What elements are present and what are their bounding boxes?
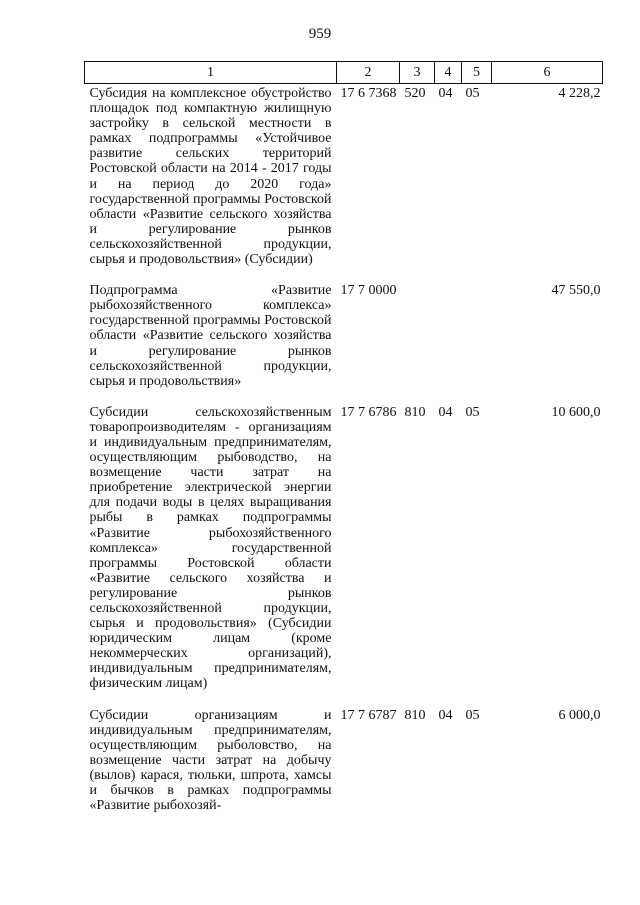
row-code: 17 6 7368 xyxy=(340,86,397,101)
row-subsection: 05 xyxy=(465,404,480,420)
row-amount: 10 600,0 xyxy=(551,404,601,420)
row-code: 17 7 6786 xyxy=(340,404,397,420)
row-subsection: 05 xyxy=(465,86,480,101)
page-number: 959 xyxy=(308,26,332,42)
table-row xyxy=(85,281,603,403)
table-row xyxy=(85,706,603,828)
header-vr: 3 xyxy=(400,62,435,84)
row-amount: 4 228,2 xyxy=(558,86,601,101)
row-section: 04 xyxy=(438,86,453,101)
row-vr: 810 xyxy=(404,404,426,420)
budget-table xyxy=(84,61,603,827)
row-code: 17 7 6787 xyxy=(340,707,397,723)
row-description: Субсидия на комплексное обустройство площадок под компактную жилищную застройку в сельской местности в рамках подпрограммы «Устойчивое развитие сельских территорий Ростовской области на 2014 - 2017 годы и на период до 2020 года» государственной программы Ростовской области «Развитие сельского хозяйства и регулирование рынков сельскохозяйственной продукции, сырья и продовольствия» (Субсидии) xyxy=(89,86,332,268)
table-row xyxy=(85,403,603,706)
row-description: Подпрограмма «Развитие рыбохозяйственного комплекса» государственной программы Ростовской области «Развитие сельского хозяйства и регулирование рынков сельскохозяйственной продукции, сырья и продовольствия» xyxy=(89,283,332,389)
row-section xyxy=(435,281,462,403)
row-description: Субсидии организациям и индивидуальным предпринимателям, осуществляющим рыболовство, на возмещение части затрат на добычу (вылов) карася, тюльки, шпрота, хамсы и бычков в рамках подпрограммы «Развитие рыбохозяй- xyxy=(89,707,332,814)
header-description: 1 xyxy=(85,62,337,84)
header-subsection: 5 xyxy=(462,62,492,84)
row-vr: 520 xyxy=(404,86,426,101)
table-row xyxy=(85,84,603,282)
row-vr xyxy=(400,281,435,403)
row-code: 17 7 0000 xyxy=(340,283,397,299)
row-section: 04 xyxy=(438,707,453,723)
header-row xyxy=(85,62,603,84)
header-amount: 6 xyxy=(492,62,603,84)
row-subsection: 05 xyxy=(465,707,480,723)
header-code: 2 xyxy=(337,62,400,84)
row-amount: 47 550,0 xyxy=(551,283,601,299)
row-vr: 810 xyxy=(404,707,426,723)
header-section: 4 xyxy=(435,62,462,84)
row-amount: 6 000,0 xyxy=(558,707,601,723)
row-subsection xyxy=(462,281,492,403)
row-section: 04 xyxy=(438,404,453,420)
row-description: Субсидии сельскохозяйственным товаропроизводителям - организациям и индивидуальным предпринимателям, осуществляющим рыбоводство, на возмещение части затрат на приобретение электрической энергии для подачи воды в целях выращивания рыбы в рамках подпрограммы «Развитие рыбохозяйственного комплекса» государственной программы Ростовской области «Развитие сельского хозяйства и регулирование рынков сельскохозяйственной продукции, сырья и продовольствия» (Субсидии юридическим лицам (кроме некоммерческих организаций), индивидуальным предпринимателям, физическим лицам) xyxy=(89,404,332,692)
